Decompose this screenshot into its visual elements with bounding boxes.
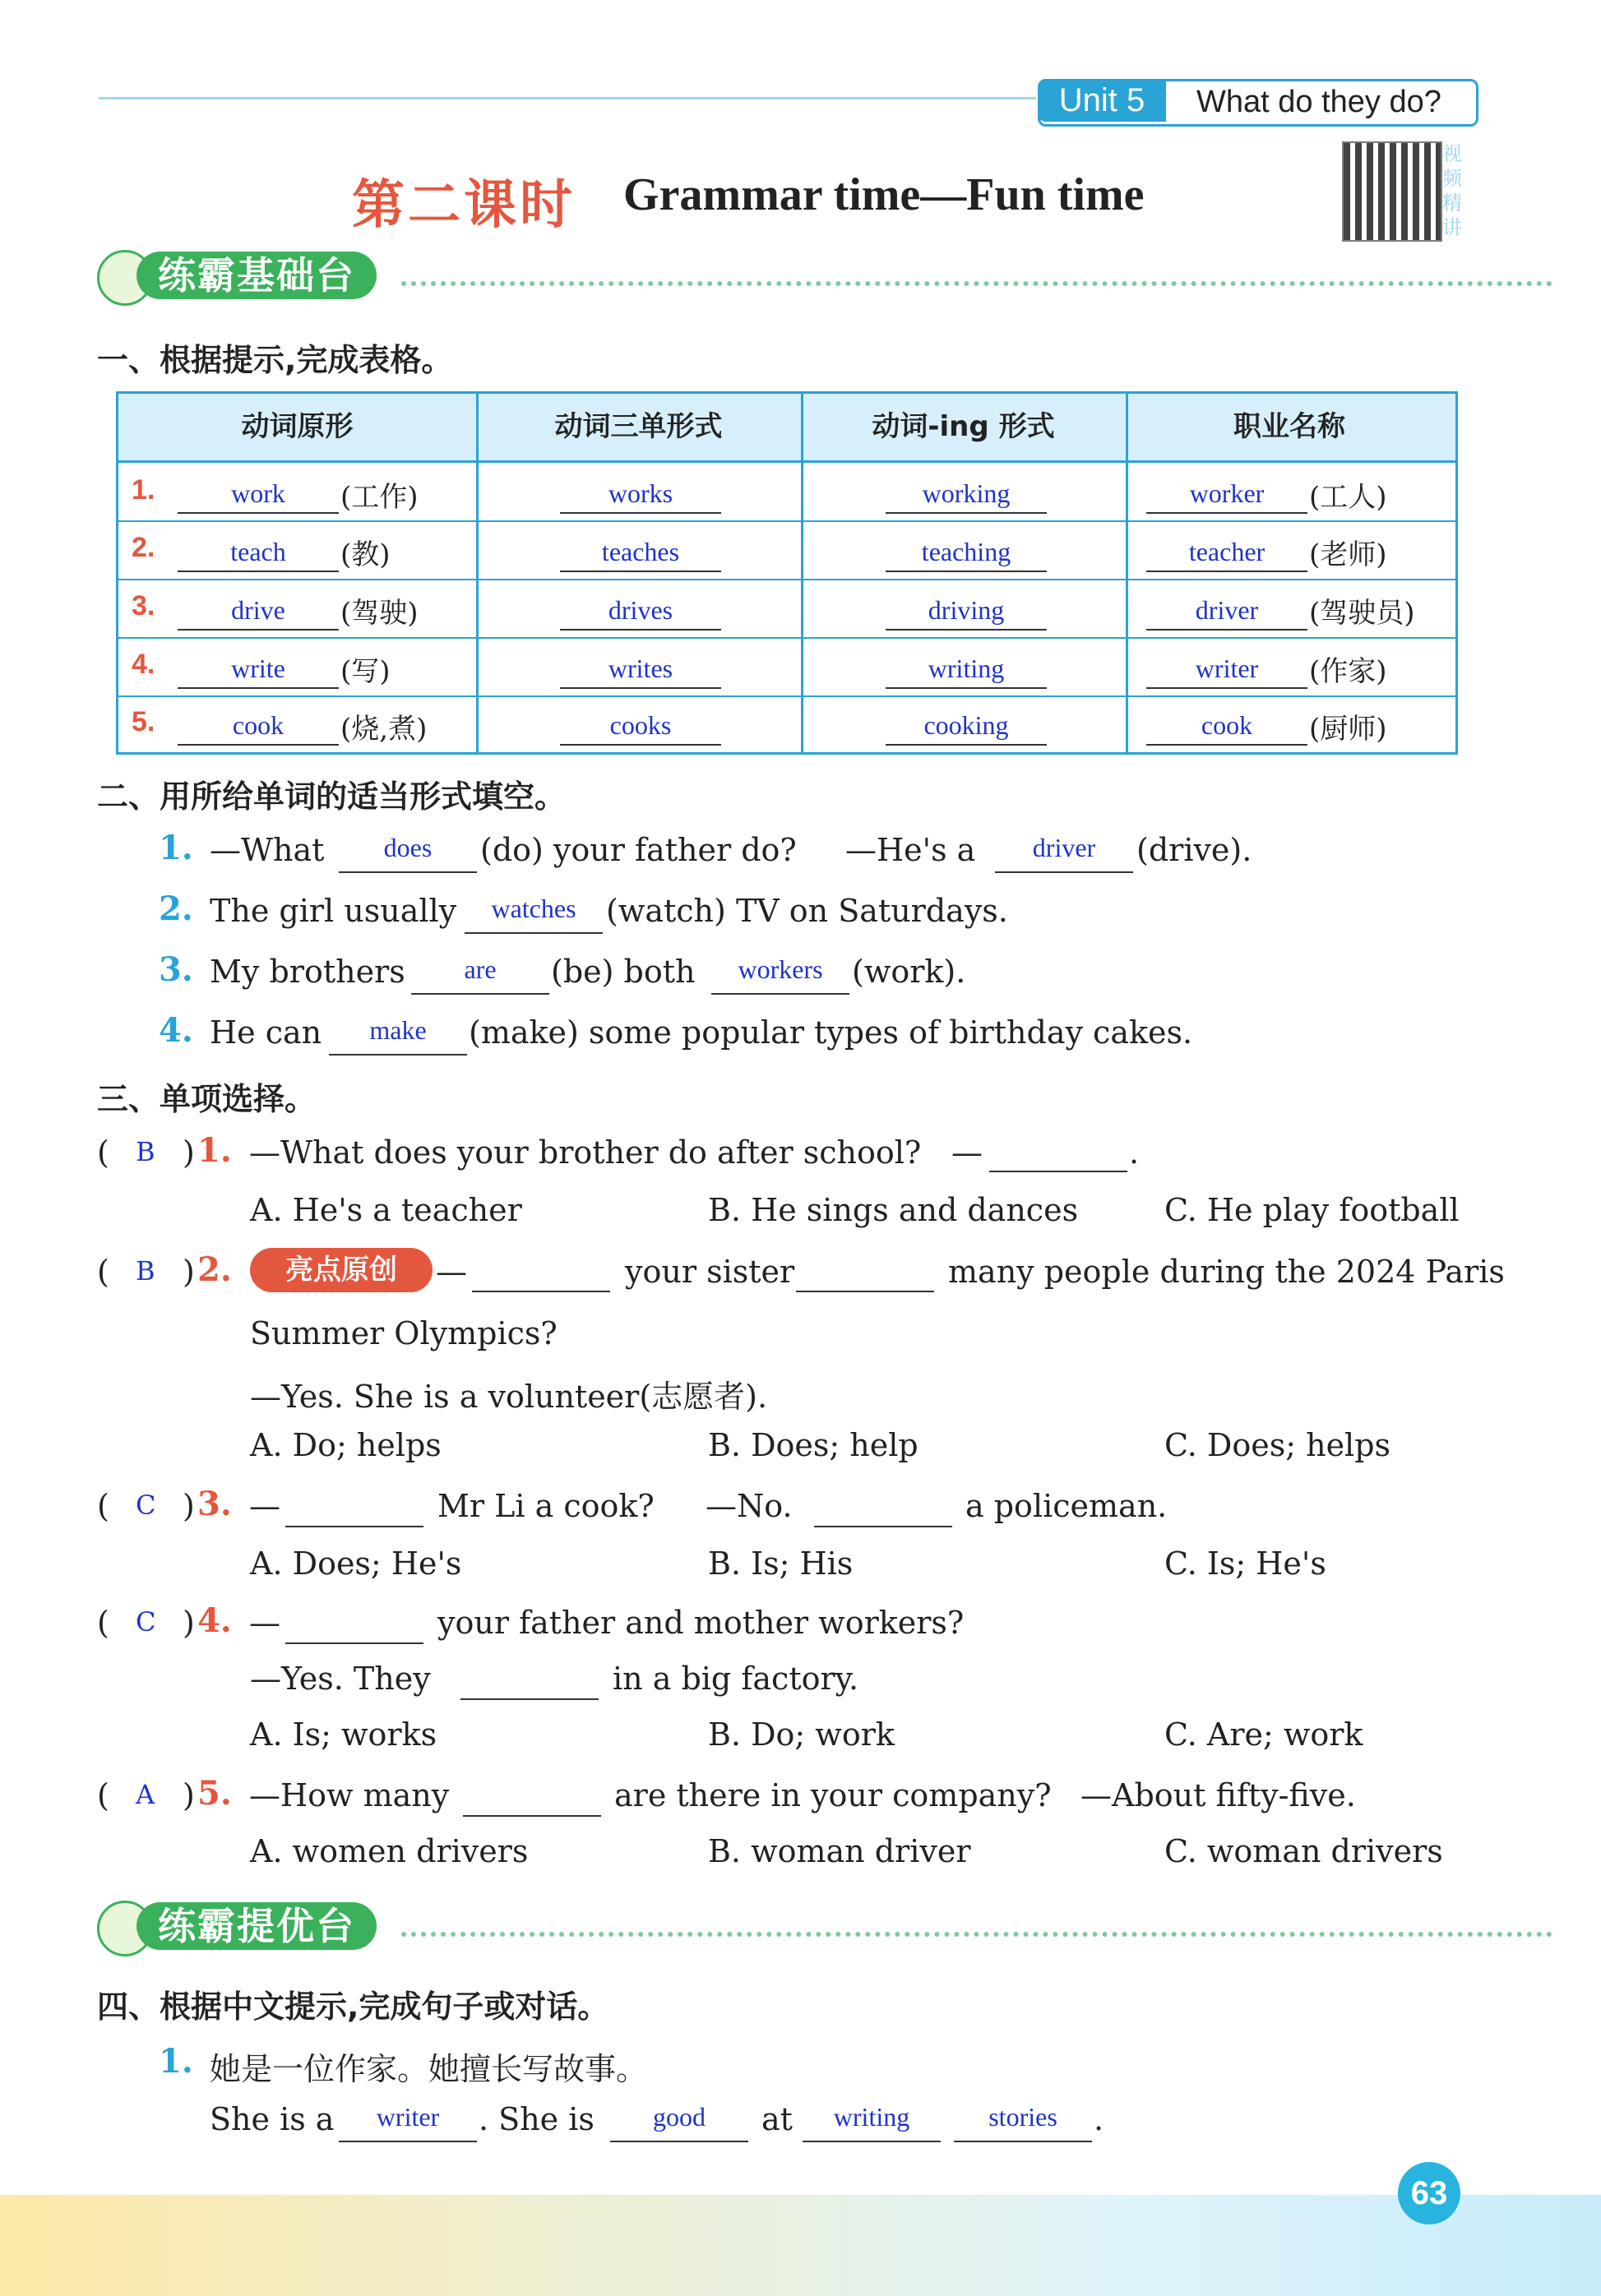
question-number: 3. [197,1485,232,1523]
answer-text: driving [928,595,1005,625]
answer-blank[interactable] [1146,580,1307,631]
answer-text: driver [1195,595,1259,625]
question-text: . [1129,1134,1140,1171]
question-text: — [436,1254,467,1290]
footer-band [0,2195,1601,2296]
question-text: —About fifty-five. [1080,1777,1356,1813]
question-text: —What [210,832,325,868]
question-text: . [1094,2101,1104,2137]
option-b[interactable]: B. Does; help [708,1427,918,1463]
question-text: your sister [625,1254,795,1290]
question-number: 4. [159,1011,193,1050]
answer-blank[interactable] [560,463,721,514]
part2-heading: 二、用所给单词的适当形式填空。 [97,778,567,815]
choice-answer[interactable]: A [136,1779,155,1810]
question-text: — [951,1134,983,1171]
question-text: (do) your father do? [480,832,797,868]
answer-blank[interactable] [560,696,721,746]
unit-question: What do they do? [1196,85,1441,119]
chinese-hint: (教) [340,538,391,571]
answer-blank[interactable] [411,944,549,995]
row-number: 3. [132,590,155,621]
answer-blank[interactable] [339,2091,477,2142]
question-text: She is a [210,2101,335,2137]
answer-blank[interactable] [886,696,1047,746]
question-text: He can [210,1014,322,1051]
answer-text: are [464,954,497,984]
answer-blank[interactable] [560,521,721,572]
question-number: 1. [159,829,193,867]
question-text: My brothers [210,954,405,990]
option-a[interactable]: A. He's a teacher [250,1192,522,1228]
question-text: (drive). [1136,832,1252,868]
chinese-prompt: 她是一位作家。她擅长写故事。 [210,2051,648,2087]
question-text: —What does your brother do after school? [249,1134,922,1171]
question-text: your father and mother workers? [437,1605,965,1641]
question-number: 1. [197,1131,232,1170]
answer-blank[interactable] [460,1698,599,1700]
column-header: 动词-ing 形式 [872,410,1055,443]
chinese-hint: (工作) [340,481,419,514]
question-text: in a big factory. [613,1661,859,1697]
answer-blank[interactable] [178,521,339,572]
question-text: —Yes. She is a volunteer(志愿者). [250,1379,768,1415]
answer-text: writing [833,2102,910,2132]
option-c[interactable]: C. Does; helps [1164,1427,1391,1463]
question-text: Summer Olympics? [250,1315,558,1351]
chinese-hint: (作家) [1309,655,1387,688]
lesson-number: 第二课时 [352,174,576,236]
answer-blank[interactable] [796,1291,934,1292]
banner-label: 练霸基础台 [137,252,377,299]
answer-blank[interactable] [995,822,1133,873]
answer-blank[interactable] [711,944,849,995]
answer-text: cook [232,710,285,740]
question-number: 2. [159,889,193,928]
answer-text: worker [1189,478,1265,508]
banner-label: 练霸提优台 [137,1902,377,1950]
chinese-hint: (厨师) [1309,713,1387,746]
question-number: 4. [197,1601,232,1640]
choice-answer[interactable]: C [136,1606,156,1638]
part1-heading: 一、根据提示,完成表格。 [97,342,453,378]
answer-blank[interactable] [954,2091,1092,2142]
option-a[interactable]: A. Does; He's [250,1545,462,1582]
choice-answer[interactable]: B [136,1136,155,1167]
answer-blank[interactable] [1146,638,1307,689]
answer-paren-close: ) [183,1488,195,1524]
answer-text: cooking [923,710,1009,740]
answer-blank[interactable] [610,2091,748,2142]
answer-blank[interactable] [339,822,477,873]
answer-paren-open: ( [97,1605,109,1641]
question-text: Mr Li a cook? [437,1488,655,1524]
question-text: (be) both [551,954,696,990]
chinese-hint: (写) [340,655,391,688]
answer-paren-open: ( [97,1254,109,1290]
option-a[interactable]: A. Do; helps [250,1427,442,1463]
answer-blank[interactable] [465,883,603,934]
part4-heading: 四、根据中文提示,完成句子或对话。 [97,1989,609,2025]
question-text: (make) some popular types of birthday cakes. [469,1014,1193,1051]
answer-text: writer [376,2102,440,2132]
verb-table [116,391,1458,755]
question-number: 5. [197,1774,232,1813]
question-text: (watch) TV on Saturdays. [606,893,1008,929]
option-b[interactable]: B. He sings and dances [708,1192,1079,1228]
choice-answer[interactable]: C [136,1490,156,1521]
option-c[interactable]: C. Is; He's [1164,1545,1326,1582]
answer-text: stories [988,2102,1057,2132]
chinese-hint: (烧,煮) [340,713,428,746]
question-text: — [249,1488,280,1524]
answer-blank[interactable] [178,638,339,689]
page-number: 63 [1398,2162,1460,2224]
qr-label: 视频精讲 [1442,142,1462,239]
answer-paren-open: ( [97,1134,109,1171]
row-number: 5. [132,706,155,737]
answer-blank[interactable] [1146,696,1307,746]
question-number: 3. [159,950,193,989]
answer-paren-close: ) [183,1254,195,1290]
question-text: (work). [852,954,966,990]
answer-paren-close: ) [183,1605,195,1641]
answer-text: writer [1195,654,1259,683]
answer-blank[interactable] [1146,521,1307,572]
answer-blank[interactable] [178,580,339,631]
answer-text: teach [230,537,286,566]
answer-text: works [608,478,673,508]
option-b[interactable]: B. Do; work [708,1716,895,1753]
question-text: at [761,2101,793,2137]
question-text: —He's a [845,832,976,868]
answer-text: cooks [609,710,672,740]
answer-text: writes [608,654,673,683]
answer-blank[interactable] [989,1171,1127,1172]
answer-blank[interactable] [1146,463,1307,514]
answer-blank[interactable] [803,2091,941,2142]
option-b[interactable]: B. Is; His [708,1545,854,1582]
answer-blank[interactable] [463,1815,601,1817]
answer-blank[interactable] [178,463,339,514]
column-header: 动词原形 [241,410,354,443]
answer-paren-open: ( [97,1488,109,1524]
question-text: —How many [249,1777,450,1813]
row-number: 4. [132,649,155,680]
answer-blank[interactable] [329,1005,467,1056]
option-a[interactable]: A. women drivers [250,1833,529,1869]
question-text: are there in your company? [614,1777,1052,1813]
row-number: 2. [132,532,155,563]
section-banner-basic [97,247,1462,304]
answer-blank[interactable] [886,580,1047,631]
option-c[interactable]: C. He play football [1164,1192,1460,1228]
answer-text: driver [1032,833,1096,862]
chinese-hint: (驾驶) [340,597,419,630]
option-c[interactable]: C. woman drivers [1164,1833,1443,1869]
answer-text: drive [231,595,285,625]
qr-code-icon[interactable] [1342,141,1442,242]
answer-text: make [369,1015,427,1045]
answer-text: workers [738,954,823,984]
section-banner-advanced [97,1897,1462,1955]
row-number: 1. [132,474,155,506]
original-badge: 亮点原创 [250,1248,433,1292]
answer-text: write [231,654,285,683]
option-b[interactable]: B. woman driver [708,1833,971,1869]
page-title: Grammar time—Fun time [623,169,1145,220]
answer-blank[interactable] [886,521,1047,572]
option-c[interactable]: C. Are; work [1164,1716,1363,1753]
answer-text: cook [1201,710,1253,740]
answer-blank[interactable] [560,638,721,689]
answer-text: teacher [1188,537,1266,566]
answer-text: teaches [601,537,680,566]
answer-text: working [922,478,1011,508]
answer-paren-close: ) [183,1777,195,1813]
chinese-hint: (驾驶员) [1309,597,1415,630]
chinese-hint: (老师) [1309,538,1387,571]
question-text: —No. [706,1488,793,1524]
column-header: 动词三单形式 [554,410,723,443]
answer-blank[interactable] [472,1291,610,1292]
answer-blank[interactable] [814,1526,952,1527]
unit-label: Unit 5 [1038,79,1166,122]
answer-text: work [231,478,285,508]
question-text: —Yes. They [250,1661,431,1697]
option-a[interactable]: A. Is; works [250,1716,437,1753]
answer-text: does [383,833,433,862]
answer-blank[interactable] [285,1526,423,1527]
question-text: The girl usually [210,893,457,929]
answer-text: drives [608,595,673,625]
answer-blank[interactable] [178,696,339,746]
chinese-hint: (工人) [1309,481,1387,514]
question-text: — [249,1605,280,1641]
answer-blank[interactable] [560,580,721,631]
answer-text: watches [491,894,576,923]
answer-blank[interactable] [285,1642,423,1644]
answer-text: good [653,2102,706,2132]
dotted-divider [401,281,1552,286]
dotted-divider [401,1932,1552,1937]
question-text: many people during the 2024 Paris [948,1254,1505,1290]
answer-paren-close: ) [183,1134,195,1171]
question-number: 1. [159,2042,193,2081]
column-header: 职业名称 [1233,410,1345,443]
choice-answer[interactable]: B [136,1255,155,1287]
answer-blank[interactable] [886,463,1047,514]
question-number: 2. [197,1250,232,1289]
question-text: a policeman. [965,1488,1168,1524]
answer-text: teaching [921,537,1011,566]
answer-blank[interactable] [886,638,1047,689]
part3-heading: 三、单项选择。 [97,1081,317,1117]
answer-paren-open: ( [97,1777,109,1813]
header-rule [99,97,1036,99]
question-text: . She is [479,2101,595,2137]
answer-text: writing [928,654,1005,683]
